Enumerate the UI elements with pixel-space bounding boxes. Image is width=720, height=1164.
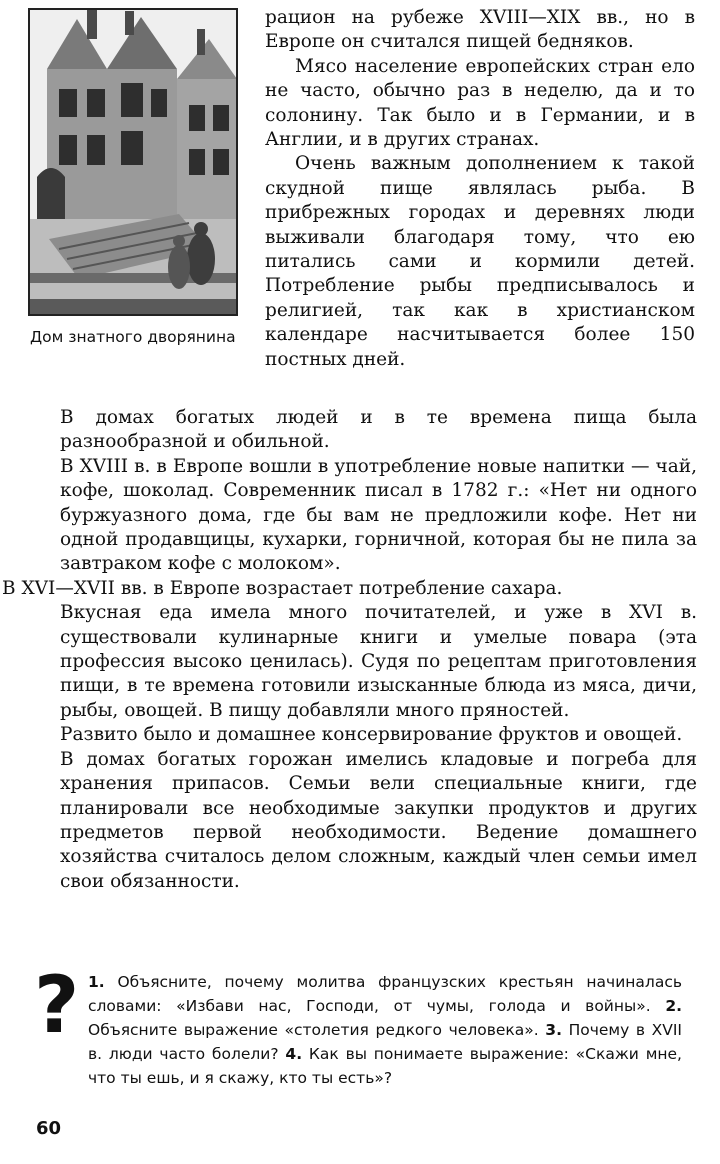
main-text	[2, 406, 697, 894]
right-column-text	[265, 6, 695, 372]
question-1-number: 1.	[88, 973, 105, 991]
question-1: Объясните, почему молитва французских крестьян начиналась словами: «Избави нас, Господи, от чумы, голода и войны».	[88, 973, 682, 1015]
question-4-number: 4.	[285, 1045, 303, 1063]
paragraph-drinks: В XVIII в. в Европе вошли в употребление новые напитки — чай, кофе, шоколад. Современник писал в 1782 г.: «Нет ни одного буржуазного дома, где бы вам не предложили кофе. Нет ни одной продавщицы, кухарки, горничной, которая бы не пила за завтраком кофе с молоком».	[60, 455, 697, 575]
figure-caption: Дом знатного дворянина	[30, 328, 236, 346]
review-questions	[88, 970, 682, 1090]
manor-house-illustration	[28, 8, 238, 316]
paragraph-meat: Мясо население европейских стран ело не часто, обычно раз в неделю, да и то солонину. Так было и в Германии, и в Англии, и в других странах.	[265, 55, 695, 151]
question-2-number: 2.	[665, 997, 682, 1015]
paragraph-preserving: Развито было и домашнее консервирование фруктов и овощей.	[60, 724, 683, 746]
question-2: Объясните выражение «столетия редкого человека».	[88, 1021, 546, 1039]
page-number: 60	[36, 1118, 62, 1139]
question-4: Как вы понимаете выражение: «Скажи мне, что ты ешь, и я скажу, кто ты есть»?	[88, 1045, 682, 1087]
paragraph-household: В домах богатых горожан имелись кладовые и погреба для хранения припасов. Семьи вели специальные книги, где планировали все необходимые закупки продуктов и других предметов первой необходимости. Ведение домашнего хозяйства считалось делом сложным, каждый член семьи имел свои обязанности.	[60, 748, 697, 892]
question-3-number: 3.	[545, 1021, 562, 1039]
paragraph-cuisine: Вкусная еда имела много почитателей, и уже в XVI в. существовали кулинарные книги и умелые повара (эта профессия высоко ценилась). Судя по рецептам приготовления пищи, в те времена готовили изысканные блюда из мяса, дичи, рыбы, овощей. В пищу добавляли много пряностей.	[60, 602, 697, 721]
paragraph-continued: рацион на рубеже XVIII—XIX вв., но в Европе он считался пищей бедняков.	[265, 7, 695, 53]
question-mark-icon: ?	[34, 961, 80, 1051]
paragraph-rich-food: В домах богатых людей и в те времена пища была разнообразной и обильной.	[60, 407, 697, 453]
paragraph-sugar: В XVI—XVII вв. в Европе возрастает потребление сахара.	[2, 577, 563, 599]
paragraph-fish: Очень важным дополнением к такой скудной пище являлась рыба. В прибрежных городах и деревнях люди выживали благодаря тому, что ею питались сами и кормили детей. Потребление рыбы предписывалось и религией, так как в христианском календаре насчитывается более 150 постных дней.	[265, 153, 695, 370]
question-3: Почему в XVII в. люди часто болели?	[88, 1021, 682, 1063]
